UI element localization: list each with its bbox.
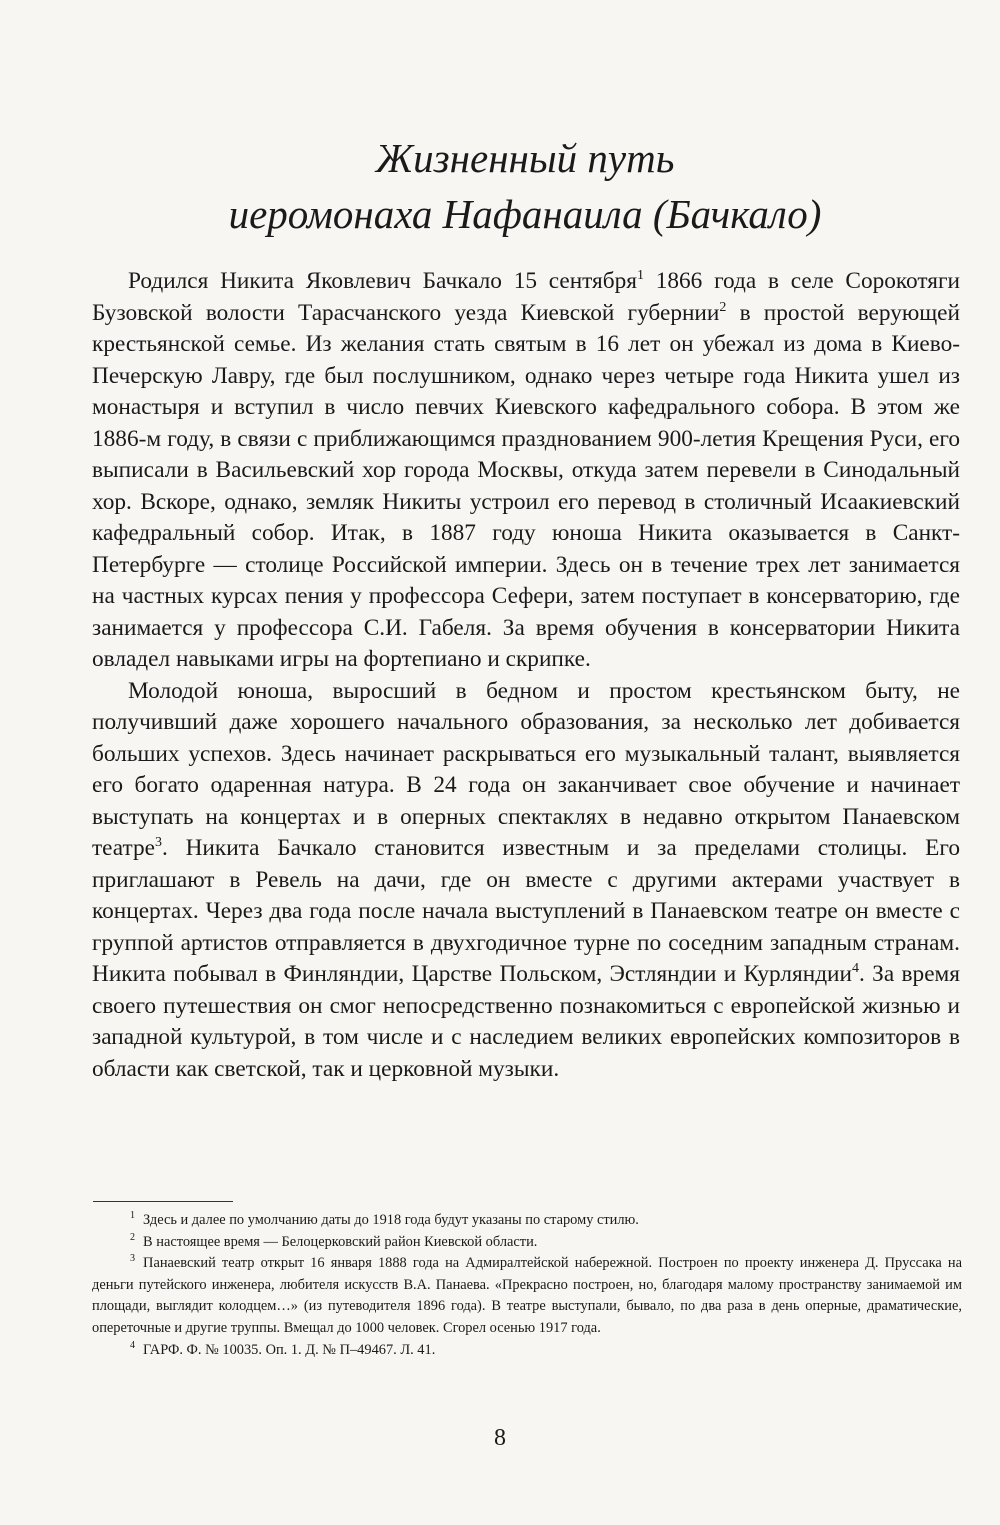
paragraph-text: в простой верующей крестьянской семье. Из желания стать святым в 16 лет он убежал из дома в Киево-Печерскую Лавру, где был послушником, однако через четыре года Никита ушел из монастыря и вступил в число певчих Киевского кафедрального собора. В этом же 1886-м году, в связи с приближающимся празднованием 900-летия Крещения Руси, его выписали в Васильевский хор города Москвы, откуда затем перевели в Синодальный хор. Вскоре, однако, земляк Никиты устроил его перевод в столичный Исаакиевский кафедральный собор. Итак, в 1887 году юноша Никита оказывается в Санкт-Петербурге — столице Российской империи. Здесь он в течение трех лет занимается на частных курсах пения у профессора Сефери, затем поступает в консерваторию, где занимается у профессора С.И. Габеля. За время обучения в консерватории Никита овладел навыками игры на фортепиано и скрипке. <box>92 299 960 672</box>
page-number: 8 <box>494 1425 506 1451</box>
footnote-3 <box>92 1253 962 1339</box>
paragraph-1 <box>92 266 960 676</box>
footnote-text: Панаевский театр открыт 16 января 1888 года на Адмиралтейской набережной. Построен по проекту инженера Д. Пруссака на деньги путейского инженера, любителя искусств В.А. Панаева. «Прекрасно построен, но, благодаря малому пространству занимаемой им площади, выглядит колодцем…» (из путеводителя 1896 года). В театре выступали, бывало, по два раза в день оперные, драматические, опереточные и другие труппы. Вмещал до 1000 человек. Сгорел осенью 1917 года. <box>92 1255 962 1336</box>
footnote-text: Здесь и далее по умолчанию даты до 1918 года будут указаны по старому стилю. <box>143 1212 639 1228</box>
footnote-text: ГАРФ. Ф. № 10035. Оп. 1. Д. № П–49467. Л. 41. <box>143 1341 436 1358</box>
footnote-number: 3 <box>130 1253 136 1265</box>
chapter-title-line-2: иеромонаха Нафанаила (Бачкало) <box>228 191 822 237</box>
paragraph-text: . За время своего путешествия он смог непосредственно познакомиться с европейской жизнью и западной культурой, в том числе и с наследием великих европейских композиторов в области как светской, так и церковной музыки. <box>92 961 960 1082</box>
footnote-4 <box>92 1340 962 1362</box>
main-text <box>92 266 960 1085</box>
footnote-1 <box>92 1210 962 1232</box>
paragraph-text: . Никита Бачкало становится известным и за пределами столицы. Его приглашают в Ревель на дачи, где он вместе с другими актерами участвует в концертах. Через два года после начала выступлений в Панаевском театре он вместе с группой артистов отправляется в двухгодичное турне по соседним западным странам. Никита побывал в Финляндии, Царстве Польском, Эстляндии и Курляндии <box>92 835 960 987</box>
footnote-ref-1: 1 <box>637 268 644 284</box>
chapter-title-line-1: Жизненный путь <box>375 135 675 181</box>
footnote-ref-2: 2 <box>719 299 727 315</box>
paragraph-text: Молодой юноша, выросший в бедном и простом крестьянском быту, не получивший даже хорошего начального образования, за несколько лет добивается больших успехов. Здесь начинает раскрываться его музыкальный талант, выявляется его богато одаренная натура. В 24 года он заканчивает свое обучение и начинает выступать на концертах и в оперных спектаклях в недавно открытом Панаевском театре <box>92 677 960 861</box>
paragraph-text: Родился Никита Яковлевич Бачкало 15 сентября <box>128 268 637 294</box>
paragraph-text: 1866 года в селе Сорокотяги Бузовской волости Тарасчанского уезда Киевской губернии <box>92 268 960 326</box>
footnote-ref-3: 3 <box>155 835 162 851</box>
footnote-ref-4: 4 <box>852 961 859 977</box>
footnote-2 <box>92 1232 962 1254</box>
chapter-title <box>90 130 960 242</box>
paragraph-2 <box>92 676 960 1086</box>
footnote-number: 1 <box>130 1210 136 1222</box>
footnote-divider <box>93 1201 233 1202</box>
footnote-text: В настоящее время — Белоцерковский район Киевской области. <box>143 1233 538 1250</box>
footnotes <box>92 1210 962 1361</box>
footnote-number: 4 <box>130 1339 136 1351</box>
footnote-number: 2 <box>130 1231 136 1243</box>
